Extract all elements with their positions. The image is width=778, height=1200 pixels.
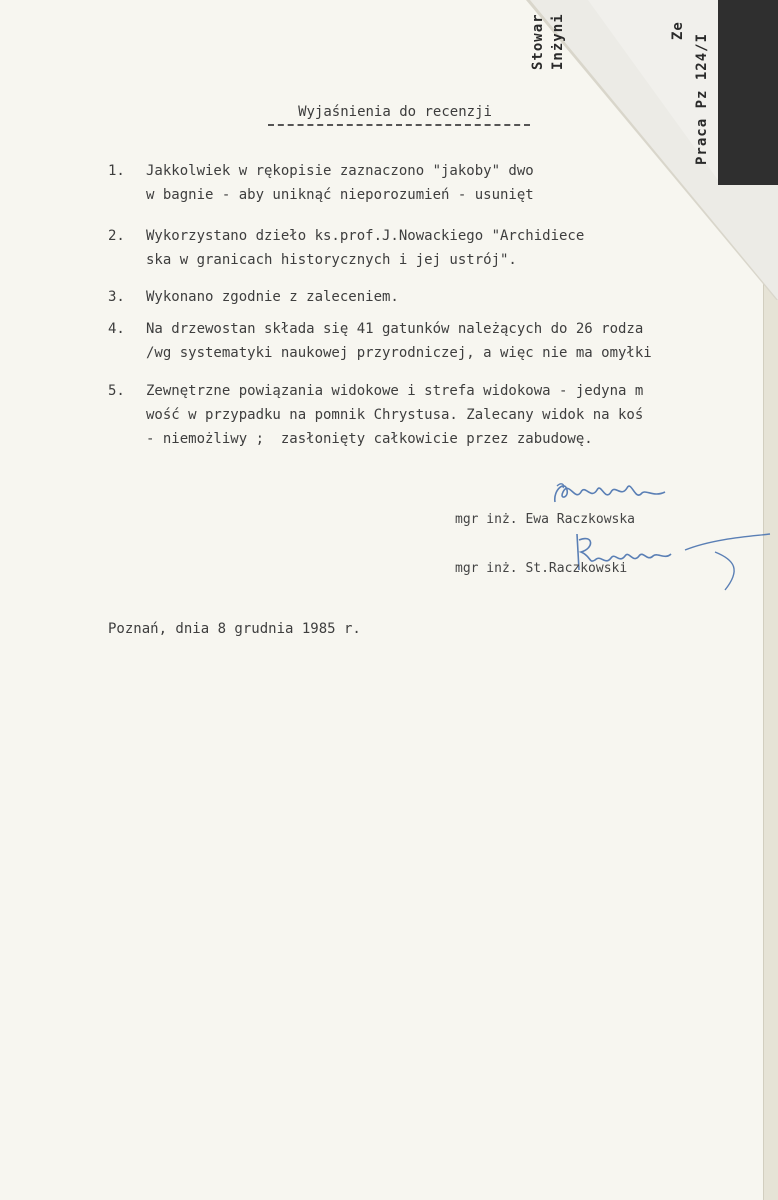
item-line: Wykorzystano dzieło ks.prof.J.Nowackiego "Archidiece: [146, 228, 585, 244]
item-number: 5.: [108, 383, 125, 399]
list-item: [108, 380, 644, 495]
item-line: Na drzewostan składa się 41 gatunków należących do 26 rodza: [146, 321, 644, 337]
stamp-line-1: Stowar: [530, 13, 546, 70]
stamp-line-2: Inżyni: [550, 13, 566, 70]
item-line: - niemożliwy ; zasłonięty całkowicie przez zabudowę.: [146, 431, 593, 447]
item-line: ska w granicach historycznych i jej ustrój".: [146, 252, 517, 268]
item-line: Jakkolwiek w rękopisie zaznaczono "jakoby" dwo: [146, 163, 534, 179]
item-line: /wg systematyki naukowej przyrodniczej, a więc nie ma omyłki: [146, 345, 652, 361]
item-number: 4.: [108, 321, 125, 337]
stamp-line-3: Ze: [670, 21, 686, 40]
item-number: 1.: [108, 163, 125, 179]
stamp-line-4: Praca Pz 124/I: [694, 32, 710, 165]
document-date: Poznań, dnia 8 grudnia 1985 r.: [108, 621, 361, 637]
item-number: 3.: [108, 289, 125, 305]
underlying-dark-area: [718, 0, 778, 185]
page-title: Wyjaśnienia do recenzji: [298, 104, 492, 120]
item-line: wość w przypadku na pomnik Chrystusa. Zalecany widok na koś: [146, 407, 644, 423]
handwritten-signature-1: [545, 472, 685, 512]
item-line: w bagnie - aby uniknąć nieporozumień - usunięt: [146, 187, 534, 203]
signatory-2: mgr inż. St.Raczkowski: [455, 561, 628, 576]
signatory-1: mgr inż. Ewa Raczkowska: [455, 512, 636, 527]
item-line: Wykonano zgodnie z zaleceniem.: [146, 289, 399, 305]
item-number: 2.: [108, 228, 125, 244]
item-line: Zewnętrzne powiązania widokowe i strefa widokowa - jedyna m: [146, 383, 644, 399]
title-underline: [268, 124, 530, 126]
